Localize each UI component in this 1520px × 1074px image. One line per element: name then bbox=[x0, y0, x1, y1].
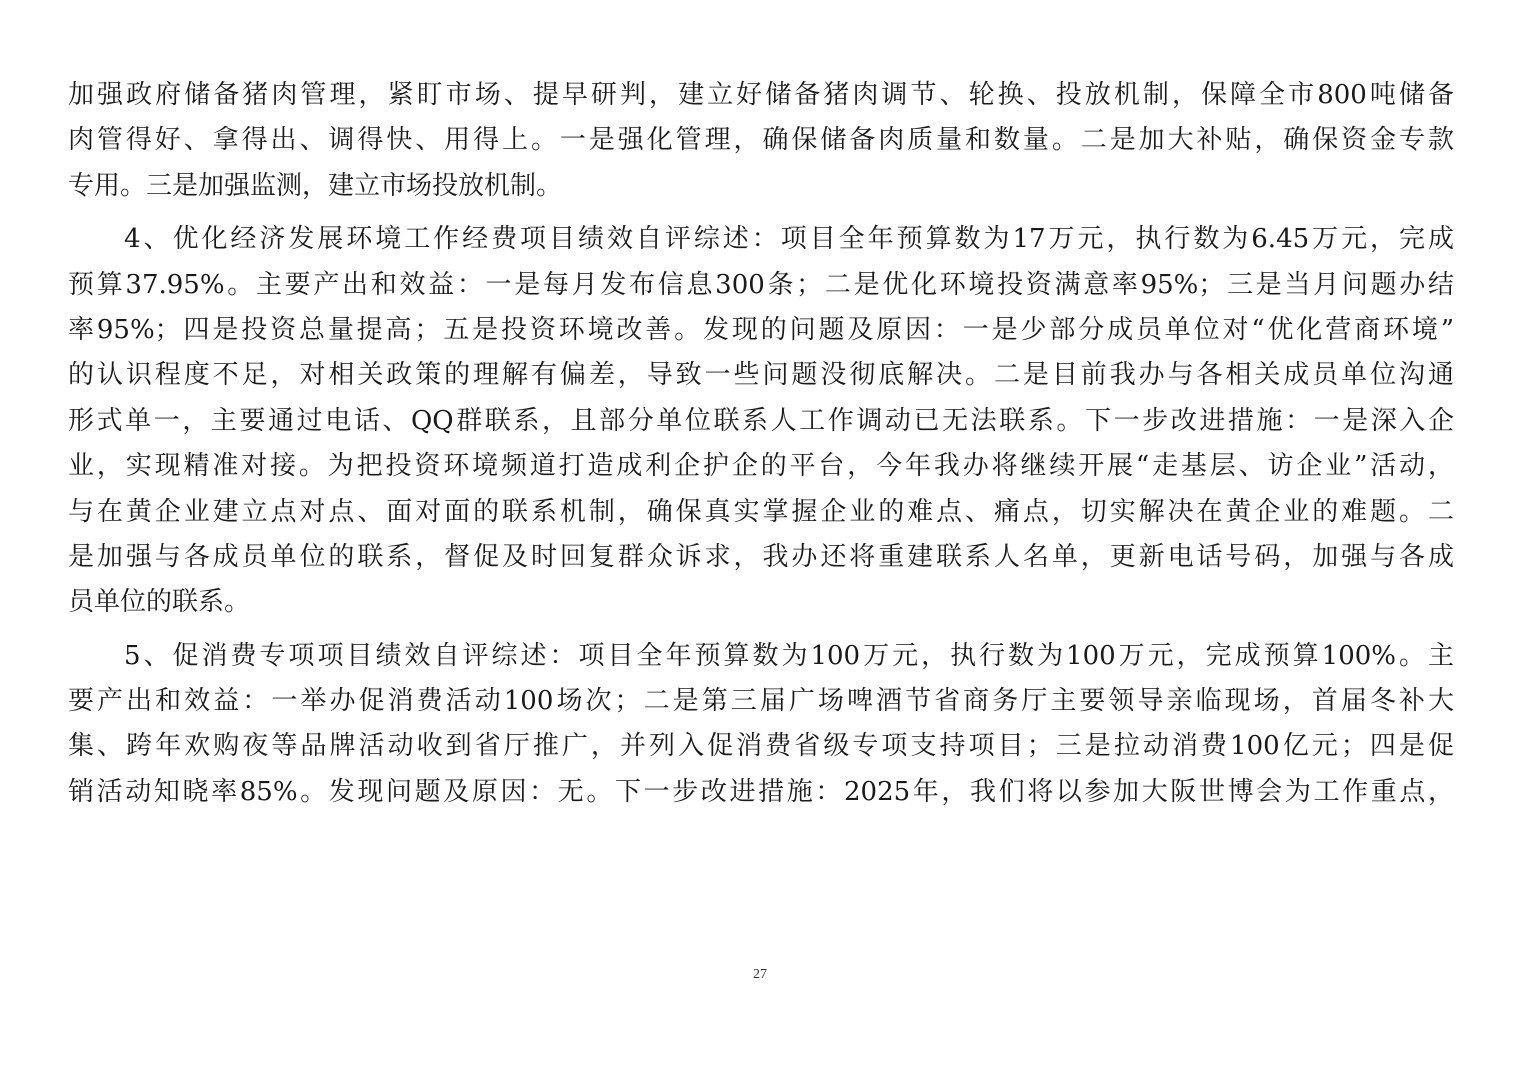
text-line: 的认识程度不足，对相关政策的理解有偏差，导致一些问题没彻底解决。二是目前我办与各相关成员单位沟通 bbox=[68, 360, 1454, 391]
page-number: 27 bbox=[753, 967, 767, 982]
text-line: 4、优化经济发展环境工作经费项目绩效自评综述：项目全年预算数为17万元，执行数为6.45万元，完成 bbox=[124, 224, 1454, 255]
text-line: 预算37.95%。主要产出和效益：一是每月发布信息300条；二是优化环境投资满意率95%；三是当月问题办结 bbox=[68, 269, 1454, 300]
text-line: 5、促消费专项项目绩效自评综述：项目全年预算数为100万元，执行数为100万元，完成预算100%。主 bbox=[124, 640, 1454, 671]
text-line: 与在黄企业建立点对点、面对面的联系机制，确保真实掌握企业的难点、痛点，切实解决在黄企业的难题。二 bbox=[68, 496, 1454, 527]
text-line: 专用。三是加强监测，建立市场投放机制。 bbox=[68, 170, 563, 201]
body-text bbox=[68, 73, 1454, 815]
paragraph-consumption-promotion bbox=[68, 634, 1454, 816]
paragraph-pork-reserve bbox=[68, 73, 1454, 209]
text-line: 要产出和效益：一举办促消费活动100场次；二是第三届广场啤酒节省商务厅主要领导亲临现场，首届冬补大 bbox=[68, 686, 1454, 717]
text-line: 形式单一，主要通过电话、QQ群联系，且部分单位联系人工作调动已无法联系。下一步改进措施：一是深入企 bbox=[68, 405, 1454, 436]
text-line: 率95%；四是投资总量提高；五是投资环境改善。发现的问题及原因：一是少部分成员单位对“优化营商环境” bbox=[68, 314, 1454, 345]
text-line: 肉管得好、拿得出、调得快、用得上。一是强化管理，确保储备肉质量和数量。二是加大补贴，确保资金专款 bbox=[68, 125, 1454, 156]
text-line: 加强政府储备猪肉管理，紧盯市场、提早研判，建立好储备猪肉调节、轮换、投放机制，保障全市800吨储备 bbox=[68, 80, 1454, 110]
text-line: 集、跨年欢购夜等品牌活动收到省厅推广，并列入促消费省级专项支持项目；三是拉动消费100亿元；四是促 bbox=[68, 731, 1454, 762]
text-line: 销活动知晓率85%。发现问题及原因：无。下一步改进措施：2025年，我们将以参加大阪世博会为工作重点， bbox=[68, 776, 1454, 807]
paragraph-business-environment bbox=[68, 217, 1454, 626]
text-line: 是加强与各成员单位的联系，督促及时回复群众诉求，我办还将重建联系人名单，更新电话号码，加强与各成 bbox=[68, 541, 1454, 572]
text-line: 员单位的联系。 bbox=[68, 587, 251, 618]
text-line: 业，实现精准对接。为把投资环境频道打造成利企护企的平台，今年我办将继续开展“走基层、访企业”活动， bbox=[68, 451, 1454, 482]
